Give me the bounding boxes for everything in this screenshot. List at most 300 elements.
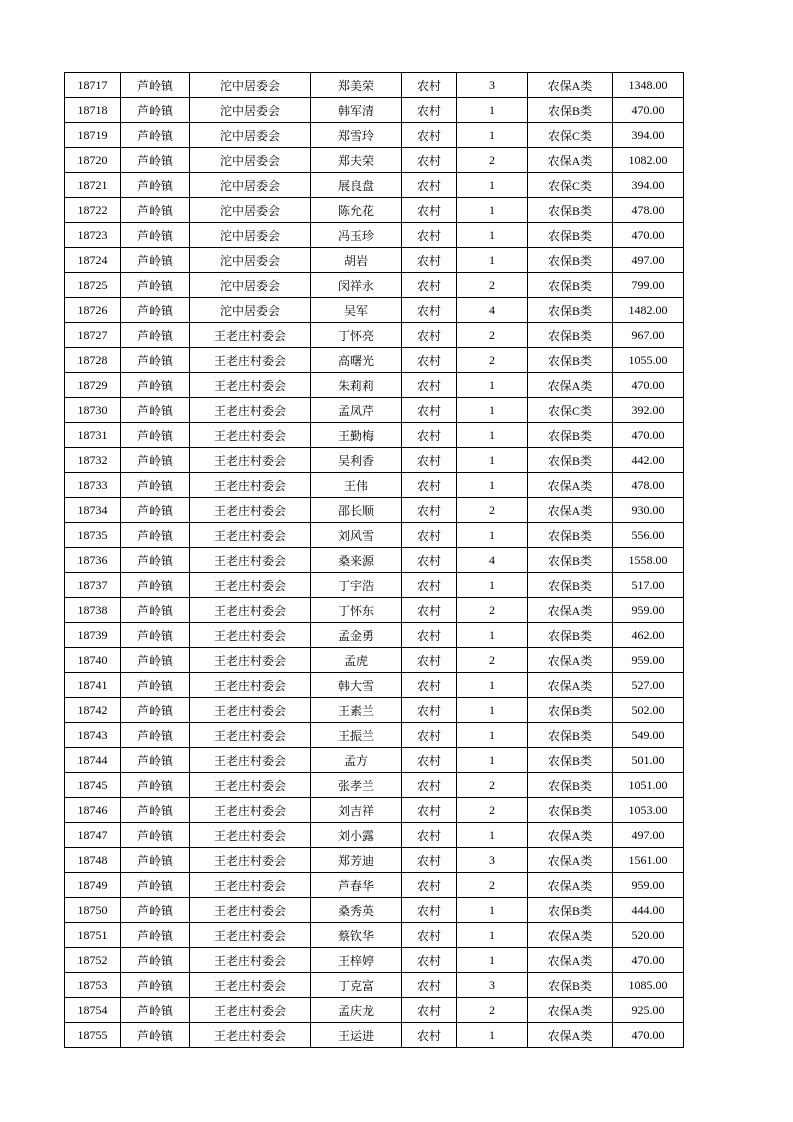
cell-type: 农村: [402, 698, 457, 723]
cell-type: 农村: [402, 598, 457, 623]
cell-town: 芦岭镇: [121, 798, 190, 823]
cell-count: 1: [457, 573, 528, 598]
cell-village: 沱中居委会: [190, 148, 311, 173]
cell-amount: 1558.00: [613, 548, 684, 573]
cell-village: 王老庄村委会: [190, 948, 311, 973]
cell-amount: 556.00: [613, 523, 684, 548]
cell-id: 18755: [65, 1023, 121, 1048]
cell-count: 1: [457, 723, 528, 748]
cell-category: 农保B类: [528, 348, 613, 373]
cell-name: 郑夫荣: [311, 148, 402, 173]
cell-count: 1: [457, 748, 528, 773]
cell-amount: 502.00: [613, 698, 684, 723]
cell-type: 农村: [402, 848, 457, 873]
table-row: [65, 823, 684, 848]
cell-category: 农保A类: [528, 998, 613, 1023]
cell-type: 农村: [402, 973, 457, 998]
cell-type: 农村: [402, 798, 457, 823]
cell-count: 1: [457, 373, 528, 398]
cell-amount: 1085.00: [613, 973, 684, 998]
cell-amount: 470.00: [613, 423, 684, 448]
cell-amount: 462.00: [613, 623, 684, 648]
cell-id: 18751: [65, 923, 121, 948]
cell-count: 2: [457, 798, 528, 823]
cell-town: 芦岭镇: [121, 248, 190, 273]
cell-type: 农村: [402, 623, 457, 648]
cell-count: 2: [457, 998, 528, 1023]
cell-type: 农村: [402, 448, 457, 473]
table-row: [65, 548, 684, 573]
cell-category: 农保B类: [528, 748, 613, 773]
cell-category: 农保A类: [528, 373, 613, 398]
cell-amount: 1482.00: [613, 298, 684, 323]
cell-count: 1: [457, 98, 528, 123]
cell-type: 农村: [402, 73, 457, 98]
cell-type: 农村: [402, 1023, 457, 1048]
cell-amount: 925.00: [613, 998, 684, 1023]
cell-town: 芦岭镇: [121, 73, 190, 98]
cell-village: 王老庄村委会: [190, 348, 311, 373]
cell-name: 展良盘: [311, 173, 402, 198]
cell-id: 18719: [65, 123, 121, 148]
cell-village: 王老庄村委会: [190, 398, 311, 423]
cell-name: 胡岩: [311, 248, 402, 273]
cell-category: 农保A类: [528, 148, 613, 173]
cell-type: 农村: [402, 898, 457, 923]
cell-village: 王老庄村委会: [190, 573, 311, 598]
cell-name: 丁宇浩: [311, 573, 402, 598]
cell-category: 农保C类: [528, 173, 613, 198]
cell-amount: 959.00: [613, 598, 684, 623]
cell-name: 孟方: [311, 748, 402, 773]
cell-village: 王老庄村委会: [190, 373, 311, 398]
cell-town: 芦岭镇: [121, 823, 190, 848]
table-row: [65, 648, 684, 673]
cell-amount: 444.00: [613, 898, 684, 923]
cell-town: 芦岭镇: [121, 448, 190, 473]
cell-name: 郑雪玲: [311, 123, 402, 148]
cell-town: 芦岭镇: [121, 498, 190, 523]
table-row: [65, 773, 684, 798]
records-table: [64, 72, 684, 1048]
cell-type: 农村: [402, 523, 457, 548]
cell-count: 2: [457, 348, 528, 373]
cell-name: 芦春华: [311, 873, 402, 898]
cell-type: 农村: [402, 673, 457, 698]
table-row: [65, 898, 684, 923]
cell-type: 农村: [402, 473, 457, 498]
cell-name: 丁怀亮: [311, 323, 402, 348]
cell-type: 农村: [402, 223, 457, 248]
cell-count: 2: [457, 498, 528, 523]
cell-type: 农村: [402, 123, 457, 148]
cell-category: 农保B类: [528, 323, 613, 348]
cell-town: 芦岭镇: [121, 623, 190, 648]
cell-id: 18753: [65, 973, 121, 998]
cell-amount: 1051.00: [613, 773, 684, 798]
cell-category: 农保A类: [528, 1023, 613, 1048]
cell-amount: 1561.00: [613, 848, 684, 873]
cell-village: 王老庄村委会: [190, 423, 311, 448]
cell-count: 2: [457, 773, 528, 798]
cell-count: 2: [457, 148, 528, 173]
table-row: [65, 473, 684, 498]
cell-village: 王老庄村委会: [190, 698, 311, 723]
cell-count: 1: [457, 948, 528, 973]
cell-category: 农保B类: [528, 698, 613, 723]
table-row: [65, 273, 684, 298]
table-row: [65, 398, 684, 423]
cell-category: 农保B类: [528, 798, 613, 823]
cell-category: 农保B类: [528, 198, 613, 223]
cell-category: 农保C类: [528, 398, 613, 423]
table-row: [65, 373, 684, 398]
table-row: [65, 973, 684, 998]
cell-count: 2: [457, 323, 528, 348]
cell-count: 1: [457, 1023, 528, 1048]
cell-category: 农保C类: [528, 123, 613, 148]
cell-type: 农村: [402, 348, 457, 373]
cell-id: 18728: [65, 348, 121, 373]
cell-village: 王老庄村委会: [190, 523, 311, 548]
cell-id: 18722: [65, 198, 121, 223]
cell-count: 4: [457, 548, 528, 573]
table-row: [65, 498, 684, 523]
cell-id: 18742: [65, 698, 121, 723]
cell-village: 王老庄村委会: [190, 898, 311, 923]
cell-name: 陈允花: [311, 198, 402, 223]
cell-name: 孟庆龙: [311, 998, 402, 1023]
cell-town: 芦岭镇: [121, 748, 190, 773]
cell-village: 沱中居委会: [190, 223, 311, 248]
cell-id: 18736: [65, 548, 121, 573]
cell-amount: 967.00: [613, 323, 684, 348]
cell-count: 2: [457, 648, 528, 673]
cell-type: 农村: [402, 873, 457, 898]
cell-town: 芦岭镇: [121, 1023, 190, 1048]
cell-village: 王老庄村委会: [190, 623, 311, 648]
cell-category: 农保B类: [528, 723, 613, 748]
cell-village: 王老庄村委会: [190, 548, 311, 573]
cell-name: 吴利香: [311, 448, 402, 473]
cell-id: 18740: [65, 648, 121, 673]
cell-count: 2: [457, 873, 528, 898]
cell-amount: 470.00: [613, 373, 684, 398]
cell-village: 沱中居委会: [190, 98, 311, 123]
cell-category: 农保B类: [528, 448, 613, 473]
cell-village: 王老庄村委会: [190, 448, 311, 473]
cell-type: 农村: [402, 98, 457, 123]
cell-type: 农村: [402, 998, 457, 1023]
cell-category: 农保A类: [528, 73, 613, 98]
cell-type: 农村: [402, 498, 457, 523]
cell-town: 芦岭镇: [121, 573, 190, 598]
cell-amount: 959.00: [613, 873, 684, 898]
cell-count: 1: [457, 898, 528, 923]
cell-amount: 501.00: [613, 748, 684, 773]
table-row: [65, 323, 684, 348]
cell-category: 农保B类: [528, 773, 613, 798]
cell-name: 王梓婷: [311, 948, 402, 973]
cell-village: 王老庄村委会: [190, 498, 311, 523]
cell-id: 18752: [65, 948, 121, 973]
cell-count: 1: [457, 698, 528, 723]
cell-type: 农村: [402, 773, 457, 798]
cell-amount: 959.00: [613, 648, 684, 673]
cell-amount: 392.00: [613, 398, 684, 423]
cell-id: 18748: [65, 848, 121, 873]
table-row: [65, 623, 684, 648]
cell-category: 农保B类: [528, 973, 613, 998]
cell-category: 农保B类: [528, 573, 613, 598]
cell-amount: 470.00: [613, 98, 684, 123]
cell-id: 18732: [65, 448, 121, 473]
cell-village: 王老庄村委会: [190, 598, 311, 623]
cell-category: 农保A类: [528, 673, 613, 698]
cell-name: 韩军清: [311, 98, 402, 123]
cell-town: 芦岭镇: [121, 373, 190, 398]
cell-village: 王老庄村委会: [190, 473, 311, 498]
cell-type: 农村: [402, 923, 457, 948]
cell-amount: 1055.00: [613, 348, 684, 373]
cell-name: 郑芳迪: [311, 848, 402, 873]
cell-village: 王老庄村委会: [190, 323, 311, 348]
cell-amount: 517.00: [613, 573, 684, 598]
cell-town: 芦岭镇: [121, 923, 190, 948]
cell-amount: 394.00: [613, 123, 684, 148]
cell-id: 18738: [65, 598, 121, 623]
cell-village: 王老庄村委会: [190, 798, 311, 823]
cell-name: 孟凤芹: [311, 398, 402, 423]
cell-id: 18750: [65, 898, 121, 923]
table-row: [65, 948, 684, 973]
cell-type: 农村: [402, 373, 457, 398]
cell-id: 18727: [65, 323, 121, 348]
cell-count: 2: [457, 273, 528, 298]
cell-category: 农保A类: [528, 473, 613, 498]
cell-town: 芦岭镇: [121, 648, 190, 673]
cell-category: 农保B类: [528, 523, 613, 548]
cell-count: 1: [457, 223, 528, 248]
cell-town: 芦岭镇: [121, 898, 190, 923]
cell-town: 芦岭镇: [121, 723, 190, 748]
cell-village: 沱中居委会: [190, 73, 311, 98]
cell-amount: 478.00: [613, 198, 684, 223]
cell-id: 18744: [65, 748, 121, 773]
cell-amount: 478.00: [613, 473, 684, 498]
cell-town: 芦岭镇: [121, 323, 190, 348]
cell-category: 农保A类: [528, 498, 613, 523]
cell-id: 18720: [65, 148, 121, 173]
cell-name: 孟金勇: [311, 623, 402, 648]
table-row: [65, 98, 684, 123]
cell-town: 芦岭镇: [121, 998, 190, 1023]
cell-village: 王老庄村委会: [190, 748, 311, 773]
cell-village: 沱中居委会: [190, 173, 311, 198]
cell-category: 农保A类: [528, 948, 613, 973]
cell-town: 芦岭镇: [121, 223, 190, 248]
cell-id: 18745: [65, 773, 121, 798]
cell-amount: 470.00: [613, 1023, 684, 1048]
cell-town: 芦岭镇: [121, 548, 190, 573]
cell-id: 18733: [65, 473, 121, 498]
cell-id: 18718: [65, 98, 121, 123]
cell-town: 芦岭镇: [121, 148, 190, 173]
cell-town: 芦岭镇: [121, 948, 190, 973]
cell-id: 18739: [65, 623, 121, 648]
cell-count: 1: [457, 173, 528, 198]
cell-type: 农村: [402, 173, 457, 198]
cell-village: 沱中居委会: [190, 298, 311, 323]
table-row: [65, 748, 684, 773]
table-row: [65, 123, 684, 148]
table-row: [65, 73, 684, 98]
cell-town: 芦岭镇: [121, 773, 190, 798]
cell-name: 桑来源: [311, 548, 402, 573]
cell-name: 张孝兰: [311, 773, 402, 798]
cell-category: 农保A类: [528, 648, 613, 673]
cell-town: 芦岭镇: [121, 98, 190, 123]
cell-name: 闵祥永: [311, 273, 402, 298]
cell-count: 1: [457, 623, 528, 648]
table-row: [65, 573, 684, 598]
cell-type: 农村: [402, 148, 457, 173]
cell-name: 冯玉珍: [311, 223, 402, 248]
cell-id: 18734: [65, 498, 121, 523]
cell-id: 18741: [65, 673, 121, 698]
cell-name: 王运进: [311, 1023, 402, 1048]
cell-id: 18730: [65, 398, 121, 423]
cell-name: 吴军: [311, 298, 402, 323]
cell-name: 王伟: [311, 473, 402, 498]
cell-id: 18746: [65, 798, 121, 823]
cell-name: 韩大雪: [311, 673, 402, 698]
table-row: [65, 423, 684, 448]
cell-name: 刘小露: [311, 823, 402, 848]
cell-village: 沱中居委会: [190, 248, 311, 273]
cell-count: 1: [457, 923, 528, 948]
cell-id: 18725: [65, 273, 121, 298]
cell-town: 芦岭镇: [121, 423, 190, 448]
cell-count: 3: [457, 973, 528, 998]
cell-type: 农村: [402, 648, 457, 673]
cell-town: 芦岭镇: [121, 873, 190, 898]
table-row: [65, 598, 684, 623]
cell-name: 刘风雪: [311, 523, 402, 548]
cell-town: 芦岭镇: [121, 273, 190, 298]
cell-village: 王老庄村委会: [190, 823, 311, 848]
cell-amount: 527.00: [613, 673, 684, 698]
cell-id: 18726: [65, 298, 121, 323]
cell-category: 农保A类: [528, 848, 613, 873]
cell-count: 1: [457, 398, 528, 423]
cell-amount: 1053.00: [613, 798, 684, 823]
cell-type: 农村: [402, 573, 457, 598]
table-row: [65, 448, 684, 473]
table-row: [65, 923, 684, 948]
cell-type: 农村: [402, 323, 457, 348]
cell-amount: 394.00: [613, 173, 684, 198]
cell-village: 王老庄村委会: [190, 773, 311, 798]
cell-name: 王勤梅: [311, 423, 402, 448]
cell-id: 18743: [65, 723, 121, 748]
cell-category: 农保A类: [528, 823, 613, 848]
cell-village: 王老庄村委会: [190, 973, 311, 998]
table-row: [65, 723, 684, 748]
table-row: [65, 673, 684, 698]
cell-category: 农保B类: [528, 298, 613, 323]
cell-type: 农村: [402, 423, 457, 448]
cell-type: 农村: [402, 198, 457, 223]
cell-type: 农村: [402, 748, 457, 773]
cell-village: 王老庄村委会: [190, 873, 311, 898]
cell-amount: 497.00: [613, 248, 684, 273]
cell-id: 18717: [65, 73, 121, 98]
cell-name: 王振兰: [311, 723, 402, 748]
cell-name: 丁克富: [311, 973, 402, 998]
cell-name: 孟虎: [311, 648, 402, 673]
cell-town: 芦岭镇: [121, 598, 190, 623]
cell-category: 农保B类: [528, 273, 613, 298]
cell-amount: 442.00: [613, 448, 684, 473]
cell-type: 农村: [402, 948, 457, 973]
cell-count: 1: [457, 423, 528, 448]
cell-town: 芦岭镇: [121, 198, 190, 223]
table-row: [65, 523, 684, 548]
cell-category: 农保B类: [528, 898, 613, 923]
cell-count: 1: [457, 248, 528, 273]
cell-amount: 470.00: [613, 223, 684, 248]
cell-count: 2: [457, 598, 528, 623]
cell-name: 丁怀东: [311, 598, 402, 623]
cell-category: 农保B类: [528, 223, 613, 248]
cell-name: 邵长顺: [311, 498, 402, 523]
cell-town: 芦岭镇: [121, 523, 190, 548]
cell-amount: 549.00: [613, 723, 684, 748]
cell-name: 蔡钦华: [311, 923, 402, 948]
cell-type: 农村: [402, 248, 457, 273]
cell-count: 4: [457, 298, 528, 323]
table-row: [65, 348, 684, 373]
cell-amount: 470.00: [613, 948, 684, 973]
cell-category: 农保A类: [528, 598, 613, 623]
cell-category: 农保B类: [528, 623, 613, 648]
cell-village: 沱中居委会: [190, 123, 311, 148]
cell-town: 芦岭镇: [121, 173, 190, 198]
records-table-body: [65, 73, 684, 1048]
cell-town: 芦岭镇: [121, 698, 190, 723]
cell-id: 18723: [65, 223, 121, 248]
table-row: [65, 873, 684, 898]
table-row: [65, 298, 684, 323]
cell-name: 郑美荣: [311, 73, 402, 98]
cell-town: 芦岭镇: [121, 848, 190, 873]
table-row: [65, 198, 684, 223]
cell-village: 王老庄村委会: [190, 673, 311, 698]
cell-category: 农保B类: [528, 248, 613, 273]
cell-count: 3: [457, 73, 528, 98]
cell-name: 刘吉祥: [311, 798, 402, 823]
table-row: [65, 223, 684, 248]
cell-town: 芦岭镇: [121, 673, 190, 698]
cell-type: 农村: [402, 548, 457, 573]
cell-town: 芦岭镇: [121, 298, 190, 323]
cell-village: 王老庄村委会: [190, 848, 311, 873]
table-row: [65, 848, 684, 873]
cell-amount: 497.00: [613, 823, 684, 848]
cell-id: 18729: [65, 373, 121, 398]
cell-village: 王老庄村委会: [190, 1023, 311, 1048]
